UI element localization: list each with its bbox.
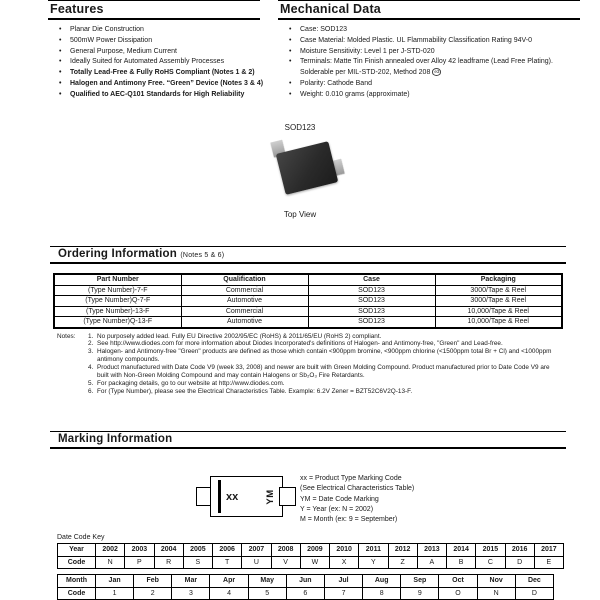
package-photo: [240, 132, 360, 208]
month-cell: Oct: [439, 575, 477, 588]
ordering-title-note: (Notes 5 & 6): [180, 252, 225, 259]
code-cell: C: [476, 556, 505, 569]
diagram-package-body: [210, 476, 283, 517]
bullet-icon: •: [59, 79, 62, 87]
date-code-key-label: Date Code Key: [57, 534, 105, 541]
year-cell: 2009: [300, 544, 329, 557]
feature-item: • Qualified to AEC-Q101 Standards for High Reliability: [48, 90, 260, 101]
mechanical-item: • Moisture Sensitivity: Level 1 per J-STD-020: [278, 47, 580, 58]
features-section: [48, 0, 264, 101]
cathode-band: [218, 480, 221, 513]
year-code-table: [57, 543, 564, 569]
year-cell: 2008: [271, 544, 300, 557]
code-cell: D: [505, 556, 534, 569]
bullet-icon: •: [289, 90, 292, 98]
table-row: [54, 296, 562, 307]
notes-label: Notes:: [57, 332, 76, 340]
note-item: 5. For packaging details, go to our website at http://www.diodes.com.: [88, 379, 285, 387]
package-figure: [240, 123, 360, 225]
ordering-table-header-row: [54, 274, 562, 285]
qualification-cell: Automotive: [181, 296, 308, 307]
part-number-cell: (Type Number)-7-F: [54, 285, 181, 296]
package-name-label: SOD123: [284, 123, 316, 132]
bullet-icon: •: [289, 47, 292, 55]
case-cell: SOD123: [308, 306, 435, 317]
qualification-cell: Automotive: [181, 317, 308, 328]
marking-information-section: [50, 431, 566, 449]
feature-item: • Totally Lead-Free & Fully RoHS Compliant (Notes 1 & 2): [48, 68, 260, 79]
code-cell: N: [96, 556, 125, 569]
month-cell: Mar: [172, 575, 210, 588]
month-cell: Sep: [401, 575, 439, 588]
mechanical-data-heading: Mechanical Data: [278, 0, 580, 20]
table-row: [54, 306, 562, 317]
qualification-cell: Commercial: [181, 285, 308, 296]
year-cell: 2013: [417, 544, 446, 557]
month-cell: Jan: [96, 575, 134, 588]
code-cell: P: [125, 556, 154, 569]
features-heading: Features: [48, 0, 260, 20]
year-cell: 2012: [388, 544, 417, 557]
note-number: 3.: [88, 348, 94, 356]
bullet-icon: •: [59, 26, 62, 33]
mechanical-item: • Case: SOD123: [278, 25, 580, 36]
month-cell: Feb: [134, 575, 172, 588]
bullet-icon: •: [289, 58, 292, 66]
code-cell: 9: [401, 587, 439, 600]
e3-lead-free-icon: e3: [434, 69, 440, 75]
packaging-cell: 3000/Tape & Reel: [435, 296, 562, 307]
ordering-information-heading: [50, 246, 566, 264]
ordering-information-section: [50, 246, 566, 396]
code-cell: X: [330, 556, 359, 569]
note-item: 3. Halogen- and Antimony-free "Green" products are defined as those which contain <900ppm bromine, <900ppm chlorine (<1500ppm total Br + Cl) and <1000ppm antimony compounds.: [88, 348, 552, 364]
marking-diagram: [196, 474, 296, 518]
feature-item: • 500mW Power Dissipation: [48, 36, 260, 47]
notes-list: [88, 333, 558, 396]
year-row: [58, 544, 564, 557]
legend-line: xx = Product Type Marking Code: [300, 475, 402, 482]
note-number: 6.: [88, 387, 94, 395]
note-item: 6. For (Type Number), please see the Electrical Characteristics Table. Example: 6.2V Zener = BZT52C6V2Q-13-F.: [88, 387, 413, 395]
part-number-cell: (Type Number)Q-13-F: [54, 317, 181, 328]
bullet-icon: •: [59, 90, 62, 98]
month-code-table: [57, 574, 554, 600]
note-item: 2. See http://www.diodes.com for more information about Diodes Incorporated's definitions of Halogen- and Antimony-free, "Green" and Lead-free.: [88, 340, 503, 348]
packaging-cell: 10,000/Tape & Reel: [435, 306, 562, 317]
year-cell: 2011: [359, 544, 388, 557]
qualification-cell: Commercial: [181, 306, 308, 317]
bullet-icon: •: [289, 79, 292, 87]
month-cell: Apr: [210, 575, 248, 588]
row-header: Month: [58, 575, 96, 588]
code-cell: B: [447, 556, 476, 569]
year-cell: 2004: [154, 544, 183, 557]
code-cell: A: [417, 556, 446, 569]
code-cell: R: [154, 556, 183, 569]
column-header: Packaging: [435, 274, 562, 285]
code-cell: U: [242, 556, 271, 569]
year-cell: 2016: [505, 544, 534, 557]
code-cell: N: [477, 587, 515, 600]
note-number: 4.: [88, 364, 94, 372]
mechanical-item: • Polarity: Cathode Band: [278, 79, 580, 90]
notes-block: [57, 333, 566, 396]
table-row: [54, 317, 562, 328]
mechanical-item: [278, 57, 580, 79]
case-cell: SOD123: [308, 296, 435, 307]
code-cell: W: [300, 556, 329, 569]
code-cell: D: [515, 587, 553, 600]
mechanical-data-list: [278, 25, 580, 101]
note-item: 4. Product manufactured with Date Code V9 (week 33, 2008) and newer are built with Green Molding Compound. Product manufactured prior to Date Code V9 are built with Non-Green Molding Compound and may contain Halogens or Sb₂O₃ Fire Retardants.: [88, 364, 550, 380]
case-cell: SOD123: [308, 317, 435, 328]
code-cell: 1: [96, 587, 134, 600]
code-cell: E: [534, 556, 563, 569]
month-cell: Nov: [477, 575, 515, 588]
bullet-icon: •: [59, 69, 62, 77]
code-cell: 8: [363, 587, 401, 600]
code-cell: 4: [210, 587, 248, 600]
year-cell: 2002: [96, 544, 125, 557]
feature-item: • Halogen and Antimony Free. “Green” Device (Notes 3 & 4): [48, 79, 260, 90]
package-body: [276, 141, 339, 195]
code-cell: V: [271, 556, 300, 569]
mechanical-data-section: [278, 0, 580, 101]
month-cell: May: [248, 575, 286, 588]
year-cell: 2010: [330, 544, 359, 557]
month-cell: Dec: [515, 575, 553, 588]
row-header: Code: [58, 556, 96, 569]
packaging-cell: 10,000/Tape & Reel: [435, 317, 562, 328]
month-cell: Aug: [363, 575, 401, 588]
note-number: 1.: [88, 332, 94, 340]
year-cell: 2015: [476, 544, 505, 557]
table-row: [54, 285, 562, 296]
note-number: 2.: [88, 340, 94, 348]
bullet-icon: •: [59, 58, 62, 66]
code-cell: 5: [248, 587, 286, 600]
row-header: Code: [58, 587, 96, 600]
mechanical-item: • Case Material: Molded Plastic. UL Flammability Classification Rating 94V-0: [278, 36, 580, 47]
month-row: [58, 575, 554, 588]
column-header: Qualification: [181, 274, 308, 285]
year-code-row: [58, 556, 564, 569]
code-cell: 6: [286, 587, 324, 600]
marking-legend: [300, 474, 414, 525]
bullet-icon: •: [59, 47, 62, 55]
feature-item: • General Purpose, Medium Current: [48, 47, 260, 58]
row-header: Year: [58, 544, 96, 557]
month-cell: Jul: [324, 575, 362, 588]
code-cell: Z: [388, 556, 417, 569]
legend-line: (See Electrical Characteristics Table): [300, 485, 415, 493]
column-header: Case: [308, 274, 435, 285]
terminals-text: Terminals: Matte Tin Finish annealed over Alloy 42 leadframe (Lead Free Plating). Solderable per MIL-STD-202, Method 208: [300, 58, 553, 77]
ordering-table: [53, 273, 563, 329]
ordering-title: Ordering Information: [58, 248, 177, 260]
month-cell: Jun: [286, 575, 324, 588]
year-cell: 2005: [183, 544, 212, 557]
code-cell: T: [213, 556, 242, 569]
legend-line: Y = Year (ex: N = 2002): [300, 505, 374, 513]
date-code-label: YM: [264, 488, 276, 505]
year-cell: 2017: [534, 544, 563, 557]
legend-line: YM = Date Code Marking: [300, 495, 379, 503]
year-cell: 2014: [447, 544, 476, 557]
note-number: 5.: [88, 379, 94, 387]
year-cell: 2006: [213, 544, 242, 557]
code-cell: S: [183, 556, 212, 569]
bullet-icon: •: [59, 36, 62, 44]
marking-information-heading: Marking Information: [50, 431, 566, 449]
note-item: 1. No purposely added lead. Fully EU Directive 2002/95/EC (RoHS) & 2011/65/EU (RoHS 2) compliant.: [88, 332, 382, 340]
month-code-row: [58, 587, 554, 600]
feature-item: • Planar Die Construction: [48, 25, 260, 36]
code-cell: 2: [134, 587, 172, 600]
bullet-icon: •: [289, 36, 292, 44]
features-list: [48, 25, 264, 101]
marking-code-label: xx: [226, 490, 239, 503]
code-cell: 3: [172, 587, 210, 600]
legend-line: M = Month (ex: 9 = September): [300, 516, 398, 524]
part-number-cell: (Type Number)Q-7-F: [54, 296, 181, 307]
column-header: Part Number: [54, 274, 181, 285]
code-cell: Y: [359, 556, 388, 569]
year-cell: 2007: [242, 544, 271, 557]
mechanical-item: • Weight: 0.010 grams (approximate): [278, 90, 580, 101]
bullet-icon: •: [289, 26, 292, 33]
case-cell: SOD123: [308, 285, 435, 296]
code-cell: 7: [324, 587, 362, 600]
packaging-cell: 3000/Tape & Reel: [435, 285, 562, 296]
feature-item: • Ideally Suited for Automated Assembly Processes: [48, 57, 260, 68]
code-cell: O: [439, 587, 477, 600]
part-number-cell: (Type Number)-13-F: [54, 306, 181, 317]
diagram-lead-right: [279, 487, 296, 506]
package-view-caption: Top View: [283, 210, 317, 219]
year-cell: 2003: [125, 544, 154, 557]
